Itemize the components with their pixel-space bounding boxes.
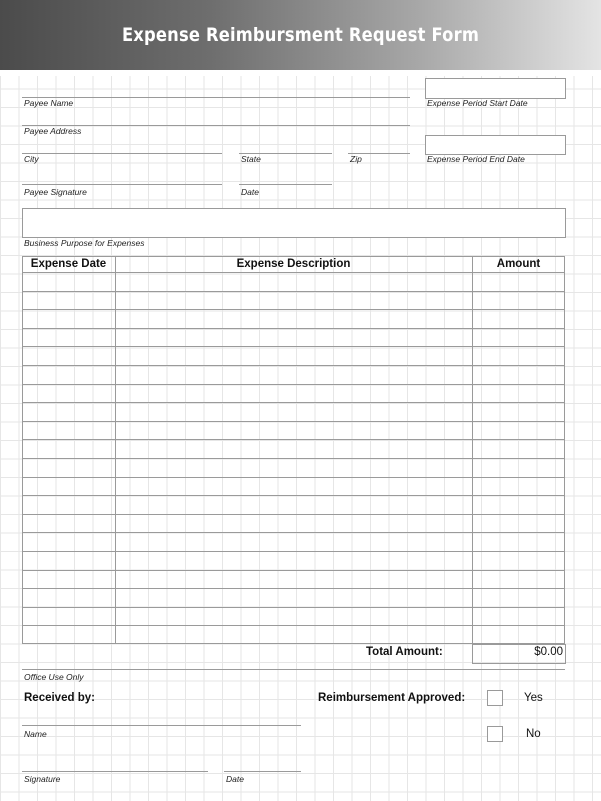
city-line [22, 153, 222, 154]
expense-table [22, 256, 565, 644]
total-amount-value: $0.00 [534, 646, 563, 658]
yes-label: Yes [524, 692, 543, 704]
received-signature-label: Signature [24, 774, 61, 784]
form-header [0, 0, 601, 70]
office-use-label: Office Use Only [24, 672, 84, 682]
period-end-label: Expense Period End Date [427, 154, 525, 164]
state-label: State [241, 154, 261, 164]
received-by-label: Received by: [24, 692, 95, 704]
period-end-field[interactable] [425, 135, 566, 155]
office-divider [22, 669, 565, 670]
period-start-label: Expense Period Start Date [427, 98, 528, 108]
total-amount-label: Total Amount: [366, 646, 443, 658]
payee-date-label: Date [241, 187, 259, 197]
top-margin [0, 70, 601, 76]
reimbursement-approved-label: Reimbursement Approved: [318, 692, 466, 704]
city-label: City [24, 154, 39, 164]
received-date-line [224, 771, 301, 772]
approved-no-checkbox[interactable] [487, 726, 503, 742]
form-title: Expense Reimbursment Request Form [121, 24, 480, 46]
received-name-line [22, 725, 301, 726]
payee-address-label: Payee Address [24, 126, 82, 136]
header-expense-description: Expense Description [236, 258, 351, 270]
header-amount: Amount [496, 258, 541, 270]
approved-yes-checkbox[interactable] [487, 690, 503, 706]
received-name-label: Name [24, 729, 47, 739]
payee-name-label: Payee Name [24, 98, 74, 108]
business-purpose-field[interactable] [22, 208, 566, 238]
received-signature-line [22, 771, 208, 772]
expense-table-grid [22, 256, 565, 644]
no-label: No [526, 728, 541, 740]
business-purpose-label: Business Purpose for Expenses [24, 238, 145, 248]
table-border [23, 257, 565, 644]
payee-name-line [22, 97, 410, 98]
header-expense-date: Expense Date [30, 258, 107, 270]
payee-signature-line [22, 184, 222, 185]
payee-date-line [239, 184, 332, 185]
received-date-label: Date [226, 774, 244, 784]
zip-label: Zip [350, 154, 362, 164]
period-start-field[interactable] [425, 78, 566, 99]
payee-signature-label: Payee Signature [24, 187, 87, 197]
